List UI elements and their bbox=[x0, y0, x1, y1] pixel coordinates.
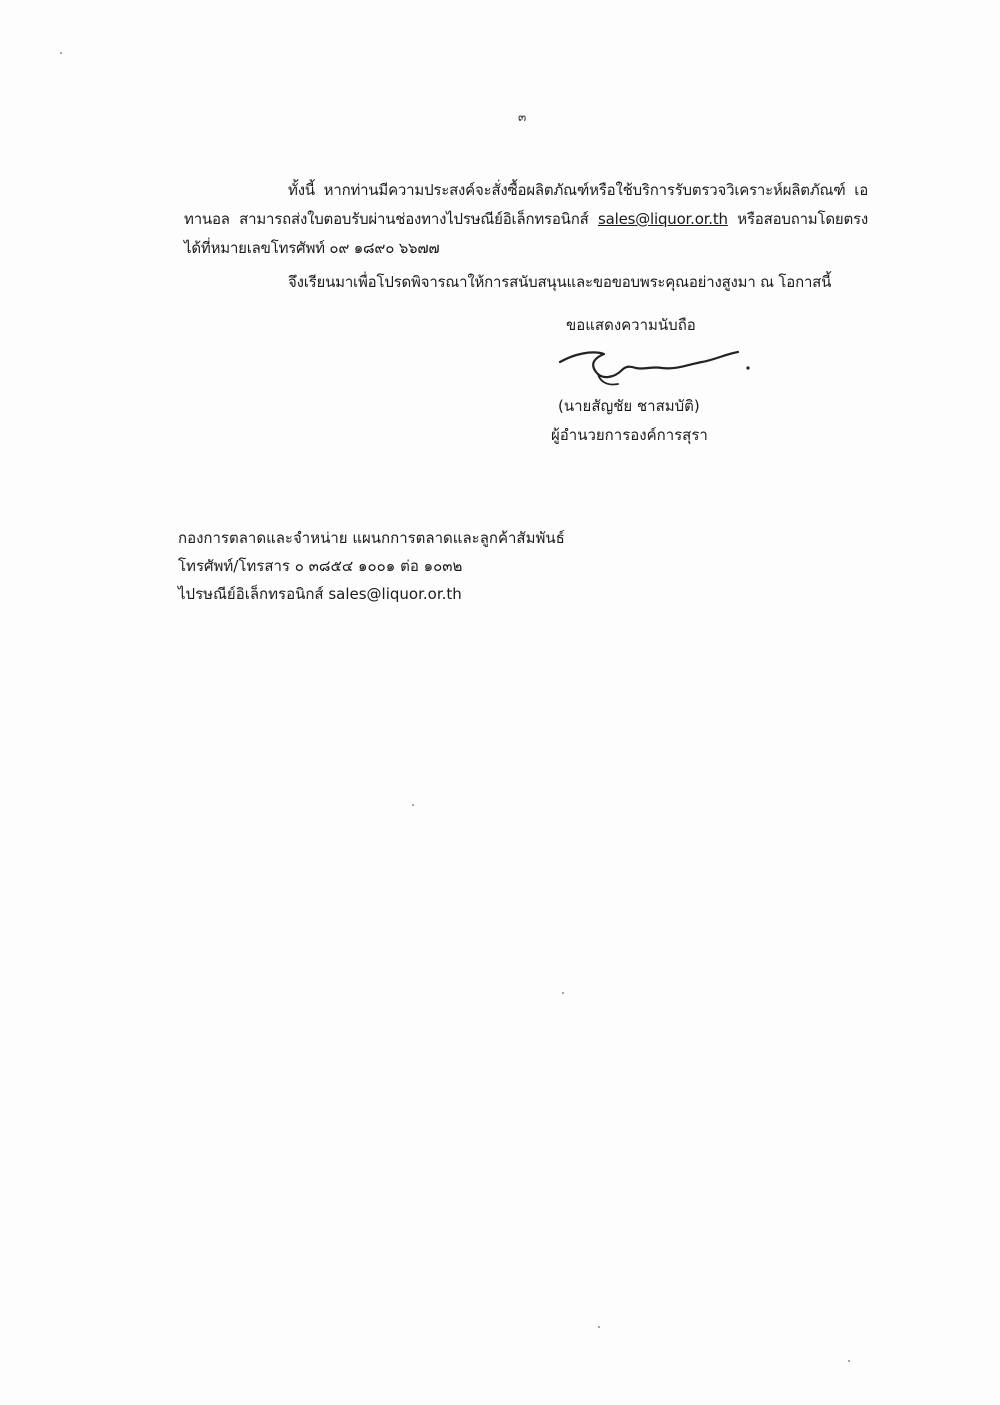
signer-name: (นายสัญชัย ชาสมบัติ) bbox=[558, 397, 700, 415]
signer-title: ผู้อำนวยการองค์การสุรา bbox=[551, 426, 708, 444]
closing-paragraph: จึงเรียนมาเพื่อโปรดพิจารณาให้การสนับสนุนและขอขอบพระคุณอย่างสูงมา ณ โอกาสนี้ bbox=[288, 273, 832, 291]
complimentary-close: ขอแสดงความนับถือ bbox=[566, 316, 696, 334]
scan-speck bbox=[60, 52, 62, 54]
scan-speck bbox=[562, 992, 564, 994]
body-paragraph bbox=[184, 176, 868, 263]
footer-email: ไปรษณีย์อิเล็กทรอนิกส์ sales@liquor.or.th bbox=[178, 585, 462, 603]
scan-speck bbox=[598, 1326, 600, 1328]
footer-phone: โทรศัพท์/โทรสาร ๐ ๓๘๕๔ ๑๐๐๑ ต่อ ๑๐๓๒ bbox=[178, 557, 463, 575]
scan-speck bbox=[412, 804, 414, 806]
footer-contact bbox=[178, 524, 565, 608]
body-text-start: ทั้งนี้ หากท่านมีความประสงค์จะสั่งซื้อผลิตภัณฑ์หรือใช้บริการรับตรวจวิเคราะห์ผลิตภัณฑ์ เอทานอล สามารถส่งใบตอบรับผ่านช่องทางไปรษณีย์อิเล็กทรอนิกส์ bbox=[184, 181, 868, 228]
body-text-end: หรือสอบถามโดยตรงได้ที่หมายเลขโทรศัพท์ ๐๙ ๑๘๙๐ ๖๖๗๗ bbox=[184, 210, 869, 257]
body-email-link[interactable]: sales@liquor.or.th bbox=[598, 210, 728, 228]
scan-speck bbox=[848, 1360, 850, 1362]
footer-department: กองการตลาดและจำหน่าย แผนกการตลาดและลูกค้าสัมพันธ์ bbox=[178, 529, 565, 547]
page-number: ๓ bbox=[518, 110, 527, 124]
signature-image bbox=[552, 342, 762, 392]
